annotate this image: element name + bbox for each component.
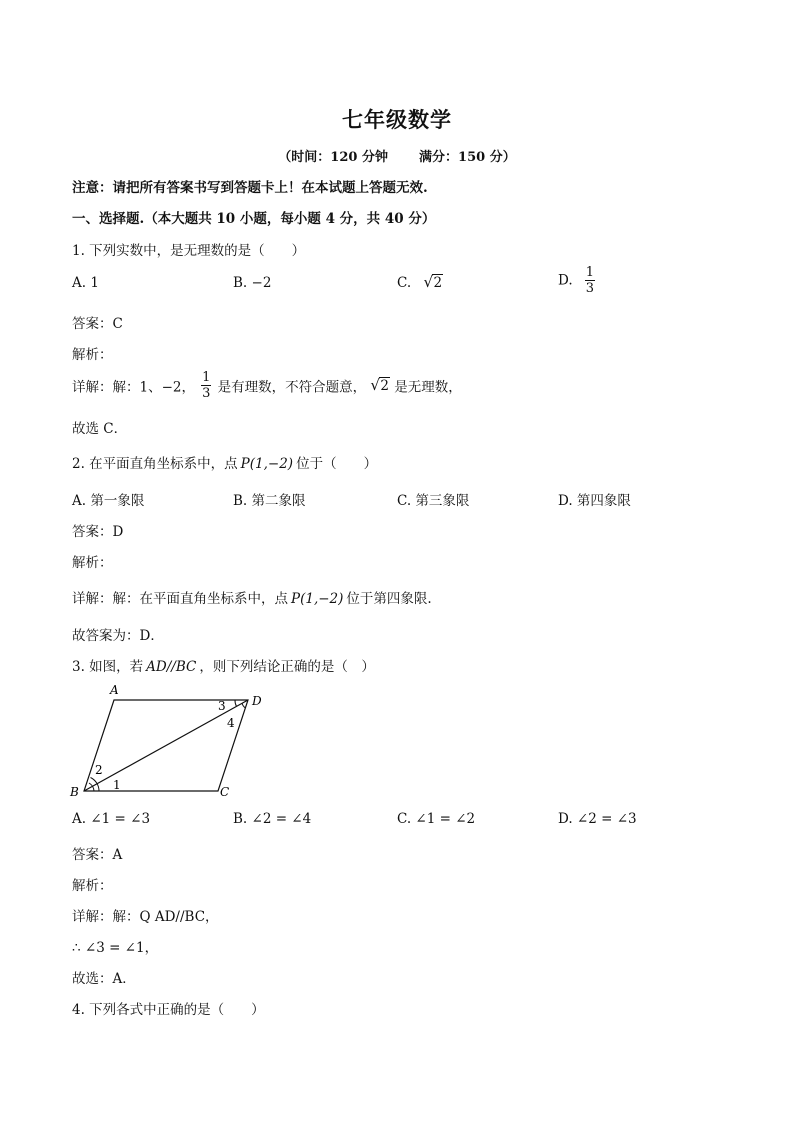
q2-detail-text: 位于第四象限. xyxy=(346,591,432,607)
q3-stem-text: ，则下列结论正确的是（ ） xyxy=(199,659,375,675)
fraction-numerator: 1 xyxy=(202,370,211,385)
q3-answer: 答案：A xyxy=(72,847,123,863)
q1-option-b: B. −2 xyxy=(233,275,272,291)
q1-detail-text: 详解：解：1、−2， xyxy=(72,379,195,396)
sqrt-symbol xyxy=(423,275,443,291)
angle-label-1: 1 xyxy=(113,778,121,792)
q3-detail-1: 详解：解：Q AD//BC， xyxy=(72,909,219,925)
diagonal-bd xyxy=(84,700,248,791)
point-expression: P(1,−2) xyxy=(240,456,294,472)
angle-label-3: 3 xyxy=(218,699,226,713)
q1-detail-text: 是有理数，不符合题意， xyxy=(217,379,367,396)
q2-analysis: 解析： xyxy=(72,555,113,571)
q2-option-a: A. 第一象限 xyxy=(72,493,145,509)
angle-label-2: 2 xyxy=(95,763,103,777)
fraction-denominator: 3 xyxy=(585,281,595,296)
parallelogram-figure xyxy=(66,682,266,802)
q2-detail xyxy=(72,587,432,607)
vertex-label-c: C xyxy=(220,785,230,799)
sqrt-symbol xyxy=(370,378,390,394)
angle-label-4: 4 xyxy=(227,716,235,730)
q1-option-d-label: D. xyxy=(558,272,573,289)
q2-choice: 故答案为：D． xyxy=(72,628,164,644)
q1-answer: 答案：C xyxy=(72,316,123,332)
q3-option-d: D. ∠2 = ∠3 xyxy=(558,811,637,827)
q1-option-d xyxy=(558,265,597,296)
point-expression: P(1,−2) xyxy=(291,591,344,607)
time-label: （时间：120 分钟 xyxy=(278,150,388,165)
sqrt-radicand: 2 xyxy=(433,275,443,291)
angle-3-arc xyxy=(235,700,237,707)
notice: 注意：请把所有答案书写到答题卡上！在本试题上答题无效. xyxy=(72,180,428,196)
page-title: 七年级数学 xyxy=(342,107,452,132)
q1-analysis: 解析： xyxy=(72,347,113,363)
q3-choice: 故选：A． xyxy=(72,971,136,987)
vertex-label-b: B xyxy=(70,785,79,799)
q3-option-a: A. ∠1 = ∠3 xyxy=(72,811,151,827)
q2-option-c: C. 第三象限 xyxy=(397,493,470,509)
vertex-label-a: A xyxy=(110,683,119,697)
angle-1-arc xyxy=(91,778,100,792)
q1-option-c-label: C. xyxy=(397,275,412,291)
q3-option-b: B. ∠2 = ∠4 xyxy=(233,811,312,827)
fraction-numerator: 1 xyxy=(585,265,595,280)
q2-stem-text: 位于（ ） xyxy=(296,456,378,472)
question-2-stem xyxy=(72,452,377,472)
q3-stem-text: 3. 如图，若 xyxy=(72,659,144,675)
fraction xyxy=(585,265,595,296)
q2-answer: 答案：D xyxy=(72,524,124,540)
exam-info xyxy=(0,146,794,165)
q3-analysis: 解析： xyxy=(72,878,113,894)
angle-4-arc xyxy=(242,703,246,708)
parallel-expression: AD//BC xyxy=(146,659,197,675)
q2-option-b: B. 第二象限 xyxy=(233,493,306,509)
q3-option-c: C. ∠1 = ∠2 xyxy=(397,811,476,827)
fraction xyxy=(201,370,211,401)
fraction-denominator: 3 xyxy=(202,386,211,401)
question-1-stem: 1. 下列实数中，是无理数的是（ ） xyxy=(72,243,306,259)
question-4-stem: 4. 下列各式中正确的是（ ） xyxy=(72,1002,265,1018)
q1-option-c xyxy=(397,275,443,291)
q3-detail-2: ∴ ∠3 = ∠1， xyxy=(72,940,159,956)
q1-detail-text: 是无理数， xyxy=(394,379,462,396)
q1-option-a: A. 1 xyxy=(72,275,99,291)
q2-stem-text: 2. 在平面直角坐标系中，点 xyxy=(72,456,238,472)
section-heading: 一、选择题.（本大题共 10 小题，每小题 4 分，共 40 分） xyxy=(72,211,436,227)
q1-detail xyxy=(72,370,462,401)
question-3-stem xyxy=(72,655,375,675)
q2-option-d: D. 第四象限 xyxy=(558,493,631,509)
vertex-label-d: D xyxy=(252,694,262,708)
score-label: 满分：150 分） xyxy=(419,150,516,165)
q2-detail-text: 详解：解：在平面直角坐标系中，点 xyxy=(72,591,288,607)
sqrt-radicand: 2 xyxy=(380,377,389,394)
q1-choice: 故选 C． xyxy=(72,421,128,437)
